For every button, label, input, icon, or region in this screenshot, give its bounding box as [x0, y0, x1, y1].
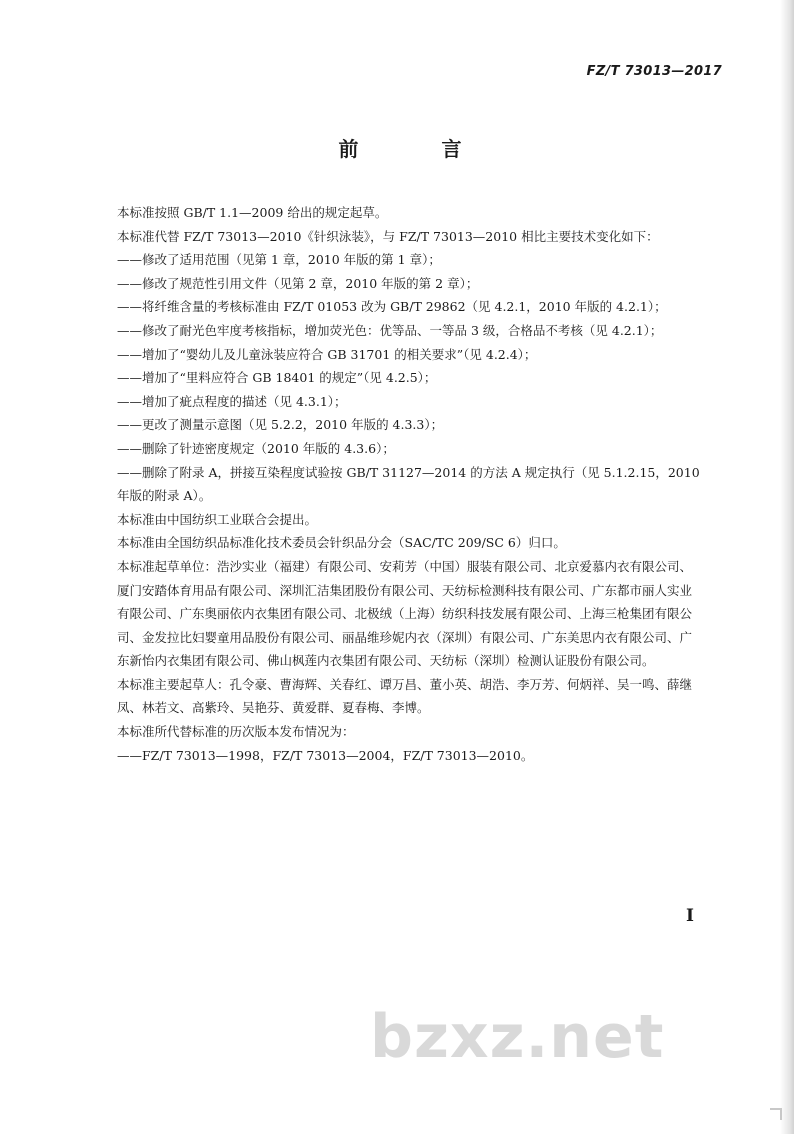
change-item: ——增加了“里料应符合 GB 18401 的规定”（见 4.2.5）； [117, 370, 437, 386]
paragraph-drafting-rule: 本标准按照 GB/T 1.1—2009 给出的规定起草。 [117, 205, 388, 220]
change-item: ——删除了针迹密度规定（2010 年版的 4.3.6）； [117, 440, 395, 456]
paragraph-proposer: 本标准由中国纺织工业联合会提出。 [117, 511, 318, 527]
paragraph-replaces: 本标准代替 FZ/T 73013—2010《针织泳装》，与 FZ/T 73013—2010 相比主要技术变化如下： [117, 228, 659, 244]
paragraph-history-intro: 本标准所代替标准的历次版本发布情况为： [117, 724, 355, 740]
change-item: ——修改了规范性引用文件（见第 2 章，2010 年版的第 2 章）； [117, 275, 479, 291]
change-item: ——增加了“婴幼儿及儿童泳装应符合 GB 31701 的相关要求”（见 4.2.4）； [117, 346, 537, 362]
foreword-body [117, 201, 701, 767]
change-item: ——更改了测量示意图（见 5.2.2，2010 年版的 4.3.3）； [117, 417, 444, 433]
page-number: I [686, 906, 694, 926]
change-item: ——将纤维含量的考核标准由 FZ/T 01053 改为 GB/T 29862（见 4.2.1，2010 年版的 4.2.1）； [117, 299, 667, 315]
standard-code: FZ/T 73013—2017 [586, 64, 722, 79]
paragraph-history-list: ——FZ/T 73013—1998，FZ/T 73013—2004，FZ/T 73013—2010。 [117, 747, 534, 763]
change-item: ——修改了适用范围（见第 1 章，2010 年版的第 1 章）； [117, 252, 441, 268]
watermark: bzxz.net [370, 1002, 665, 1072]
page-edge-shadow [780, 0, 794, 1134]
change-item: ——修改了耐光色牢度考核指标，增加荧光色：优等品、一等品 3 级，合格品不考核（见 4.2.1）； [117, 322, 663, 338]
paragraph-committee: 本标准由全国纺织品标准化技术委员会针织品分会（SAC/TC 209/SC 6）归口。 [117, 535, 566, 551]
paragraph-drafting-units: 本标准起草单位：浩沙实业（福建）有限公司、安莉芳（中国）服装有限公司、北京爱慕内衣有限公司、厦门安踏体育用品有限公司、深圳汇洁集团股份有限公司、天纺标检测科技有限公司、广东都市丽人实业有限公司、广东奥丽依内衣集团有限公司、北极绒（上海）纺织科技发展有限公司、上海三枪集团有限公司、金发拉比妇婴童用品股份有限公司、丽晶维珍妮内衣（深圳）有限公司、广东美思内衣有限公司、广东新怡内衣集团有限公司、佛山枫莲内衣集团有限公司、天纺标（深圳）检测认证股份有限公司。 [117, 558, 693, 669]
page-title: 前 言 [338, 137, 500, 161]
corner-mark [770, 1108, 782, 1120]
paragraph-drafters: 本标准主要起草人：孔令豪、曹海辉、关春红、谭万昌、董小英、胡浩、李万芳、何炳祥、吴一鸣、薛继凤、林若文、高紫玲、吴艳芬、黄爱群、夏春梅、李博。 [117, 676, 693, 716]
change-item: ——增加了疵点程度的描述（见 4.3.1）； [117, 393, 347, 409]
change-item: ——删除了附录 A，拼接互染程度试验按 GB/T 31127—2014 的方法 A 规定执行（见 5.1.2.15，2010 年版的附录 A）。 [117, 464, 700, 504]
